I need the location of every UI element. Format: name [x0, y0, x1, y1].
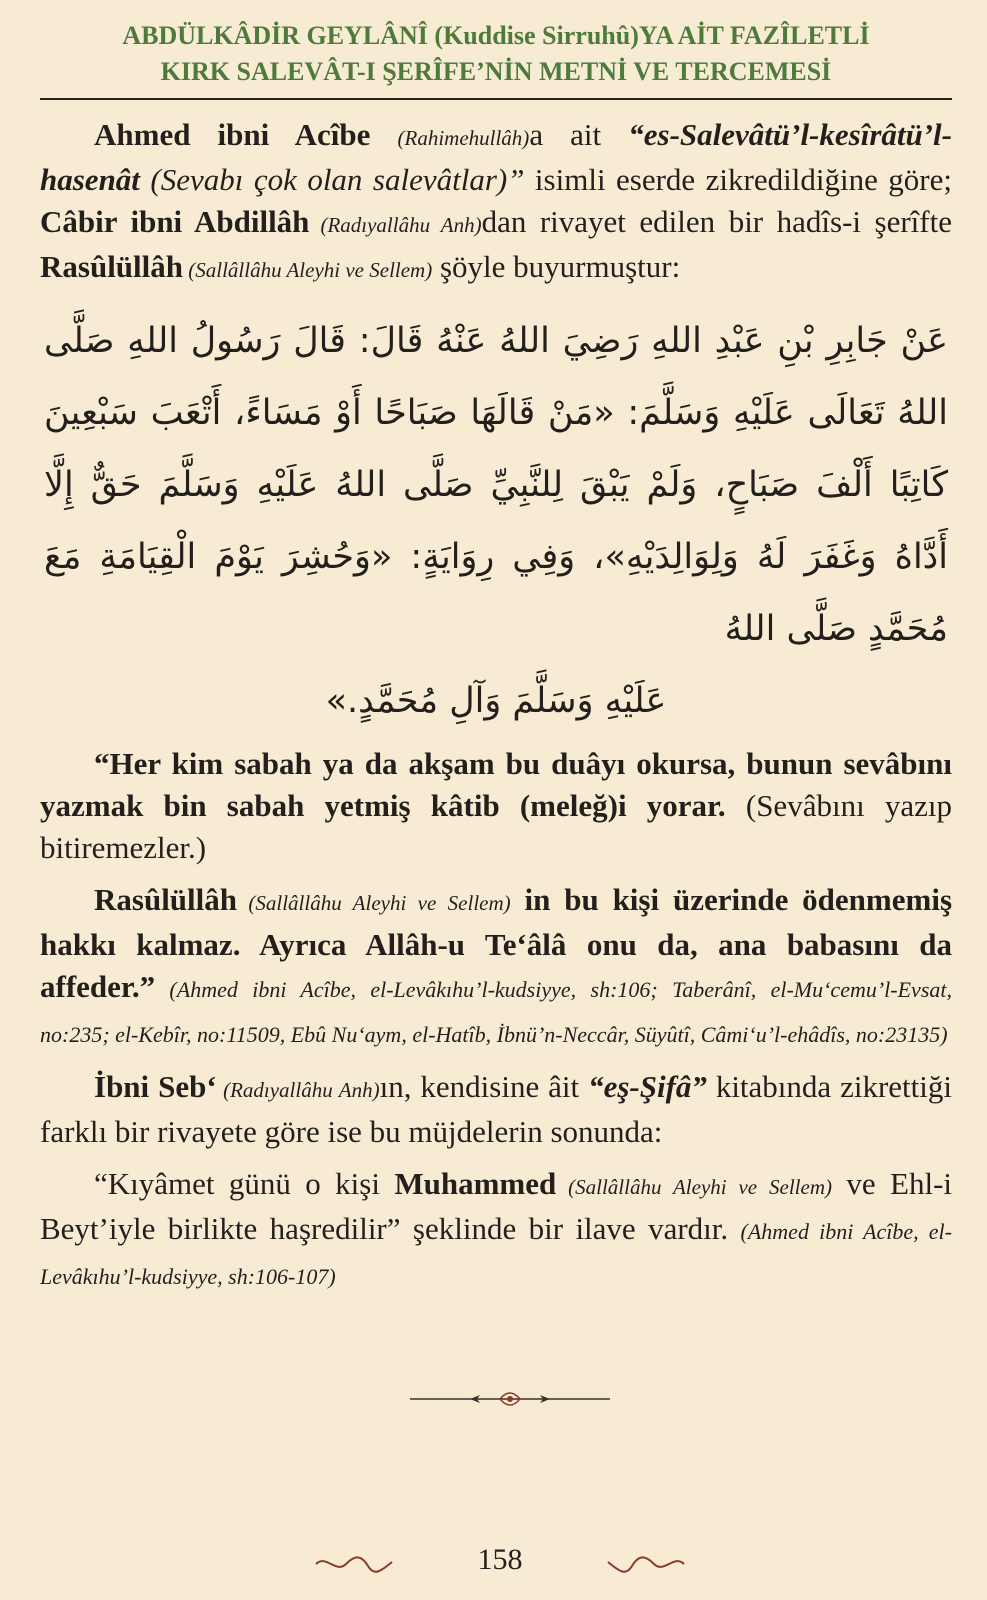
page-header: [40, 0, 952, 90]
work-translation: (Sevabı çok olan salevâtlar)”: [139, 162, 525, 197]
intro-text: isimli eserde zikredildiğine göre;: [524, 162, 952, 197]
name-muhammed: Muhammed: [394, 1166, 557, 1201]
page-number: 158: [477, 1543, 523, 1576]
honorific: (Sallâllâhu Aleyhi ve Sellem): [556, 1175, 832, 1199]
honorific: (Sallâllâhu Aleyhi ve Sellem): [237, 891, 511, 915]
name-rasulullah: Rasûlüllâh: [40, 249, 184, 284]
third-paragraph: [40, 1066, 952, 1153]
left-swash-ornament: [312, 1548, 396, 1576]
honorific: (Sallâllâhu Aleyhi ve Sellem): [183, 258, 433, 282]
arabic-body: عَنْ جَابِرِ بْنِ عَبْدِ اللهِ رَضِيَ اللهُ عَنْهُ قَالَ: قَالَ رَسُولُ اللهِ صَلَّى اللهُ تَعَالَى عَلَيْهِ وَسَلَّمَ: «مَنْ قَالَهَا صَبَاحًا أَوْ مَسَاءً، أَتْعَبَ سَبْعِينَ كَاتِبًا أَلْفَ صَبَاحٍ، وَلَمْ يَبْقَ لِلنَّبِيِّ صَلَّى اللهُ عَلَيْهِ وَسَلَّمَ حَقٌّ إِلَّا أَدَّاهُ وَغَفَرَ لَهُ وَلِوَالِدَيْهِ»، وَفِي رِوَايَةٍ: «وَحُشِرَ يَوْمَ الْقِيَامَةِ مَعَ مُحَمَّدٍ صَلَّى اللهُ: [44, 321, 948, 649]
honorific: (Radıyallâhu Anh): [309, 213, 482, 237]
fourth-text: ve Ehl-i Beyt’iyle birlikte haşredilir” şeklinde bir ilave vardır.: [40, 1166, 953, 1246]
intro-text: dan rivayet edilen bir hadîs-i şerîfte: [481, 204, 952, 239]
name-cabir: Câbir ibni Abdillâh: [40, 204, 310, 239]
header-line-2: KIRK SALEVÂT-I ŞERÎFE’NİN METNİ VE TERCEMESİ: [160, 57, 832, 86]
work-title: “eş-Şifâ”: [588, 1069, 707, 1104]
references: (Ahmed ibni Acîbe, el-Levâkıhu’l-kudsiyye, sh:106; Taberânî, el-Mu‘cemu’l-Evsat, no:235; el-Kebîr, no:11509, Ebû Nu‘aym, el-Hatîb, İbnü’n-Neccâr, Süyûtî, Câmi‘u’l-ehâdîs, no:23135): [40, 977, 952, 1047]
right-swash-ornament: [604, 1548, 688, 1576]
arabic-hadith-text: [44, 305, 948, 737]
translation-bold: “Her kim sabah ya da akşam bu duâyı okursa, bunun sevâbını yazmak bin sabah yetmiş kâtib (meleğ)i yorar.: [40, 746, 952, 823]
honorific: (Radıyallâhu Anh): [216, 1078, 380, 1102]
name-ahmed-ibni-acibe: Ahmed ibni Acîbe: [94, 117, 371, 152]
fourth-text: “Kıyâmet günü o kişi: [94, 1166, 395, 1201]
translation-paragraph: [40, 743, 952, 869]
name-rasulullah: Rasûlüllâh: [94, 882, 238, 917]
translation-plain: (Sevâbını yazıp bitiremezler.): [40, 788, 952, 865]
fourth-paragraph: [40, 1163, 952, 1298]
intro-paragraph: [40, 114, 952, 291]
references: (Ahmed ibni Acîbe, el-Levâkıhu’l-kudsiyye, sh:106-107): [40, 1219, 952, 1289]
arabic-last-line: عَلَيْهِ وَسَلَّمَ وَآلِ مُحَمَّدٍ.»: [325, 681, 667, 721]
page-footer: [40, 1532, 952, 1588]
third-text: kitabında zikrettiği farklı bir rivayete göre ise bu müjdelerin sonunda:: [40, 1069, 953, 1149]
intro-text: a ait: [529, 117, 629, 152]
honorific: (Rahimehullâh): [397, 126, 530, 150]
second-bold: in bu kişi üzerinde ödenmemiş hakkı kalmaz. Ayrıca Allâh-u Te‘âlâ onu da, ana babasını da affeder.”: [40, 882, 953, 1004]
header-rule: [40, 98, 952, 100]
section-divider-ornament: [400, 1384, 620, 1414]
book-page: [40, 0, 952, 1600]
third-text: ın, kendisine âit: [379, 1069, 589, 1104]
intro-text: şöyle buyurmuştur:: [432, 249, 681, 284]
header-line-1: ABDÜLKÂDİR GEYLÂNÎ (Kuddise Sirruhû)YA AİT FAZÎLETLİ: [122, 21, 870, 50]
name-ibni-seb: İbni Seb‘: [94, 1069, 217, 1104]
work-title: “es-Salevâtü’l-kesîrâtü’l-hasenât: [40, 117, 952, 197]
second-paragraph: [40, 879, 952, 1056]
